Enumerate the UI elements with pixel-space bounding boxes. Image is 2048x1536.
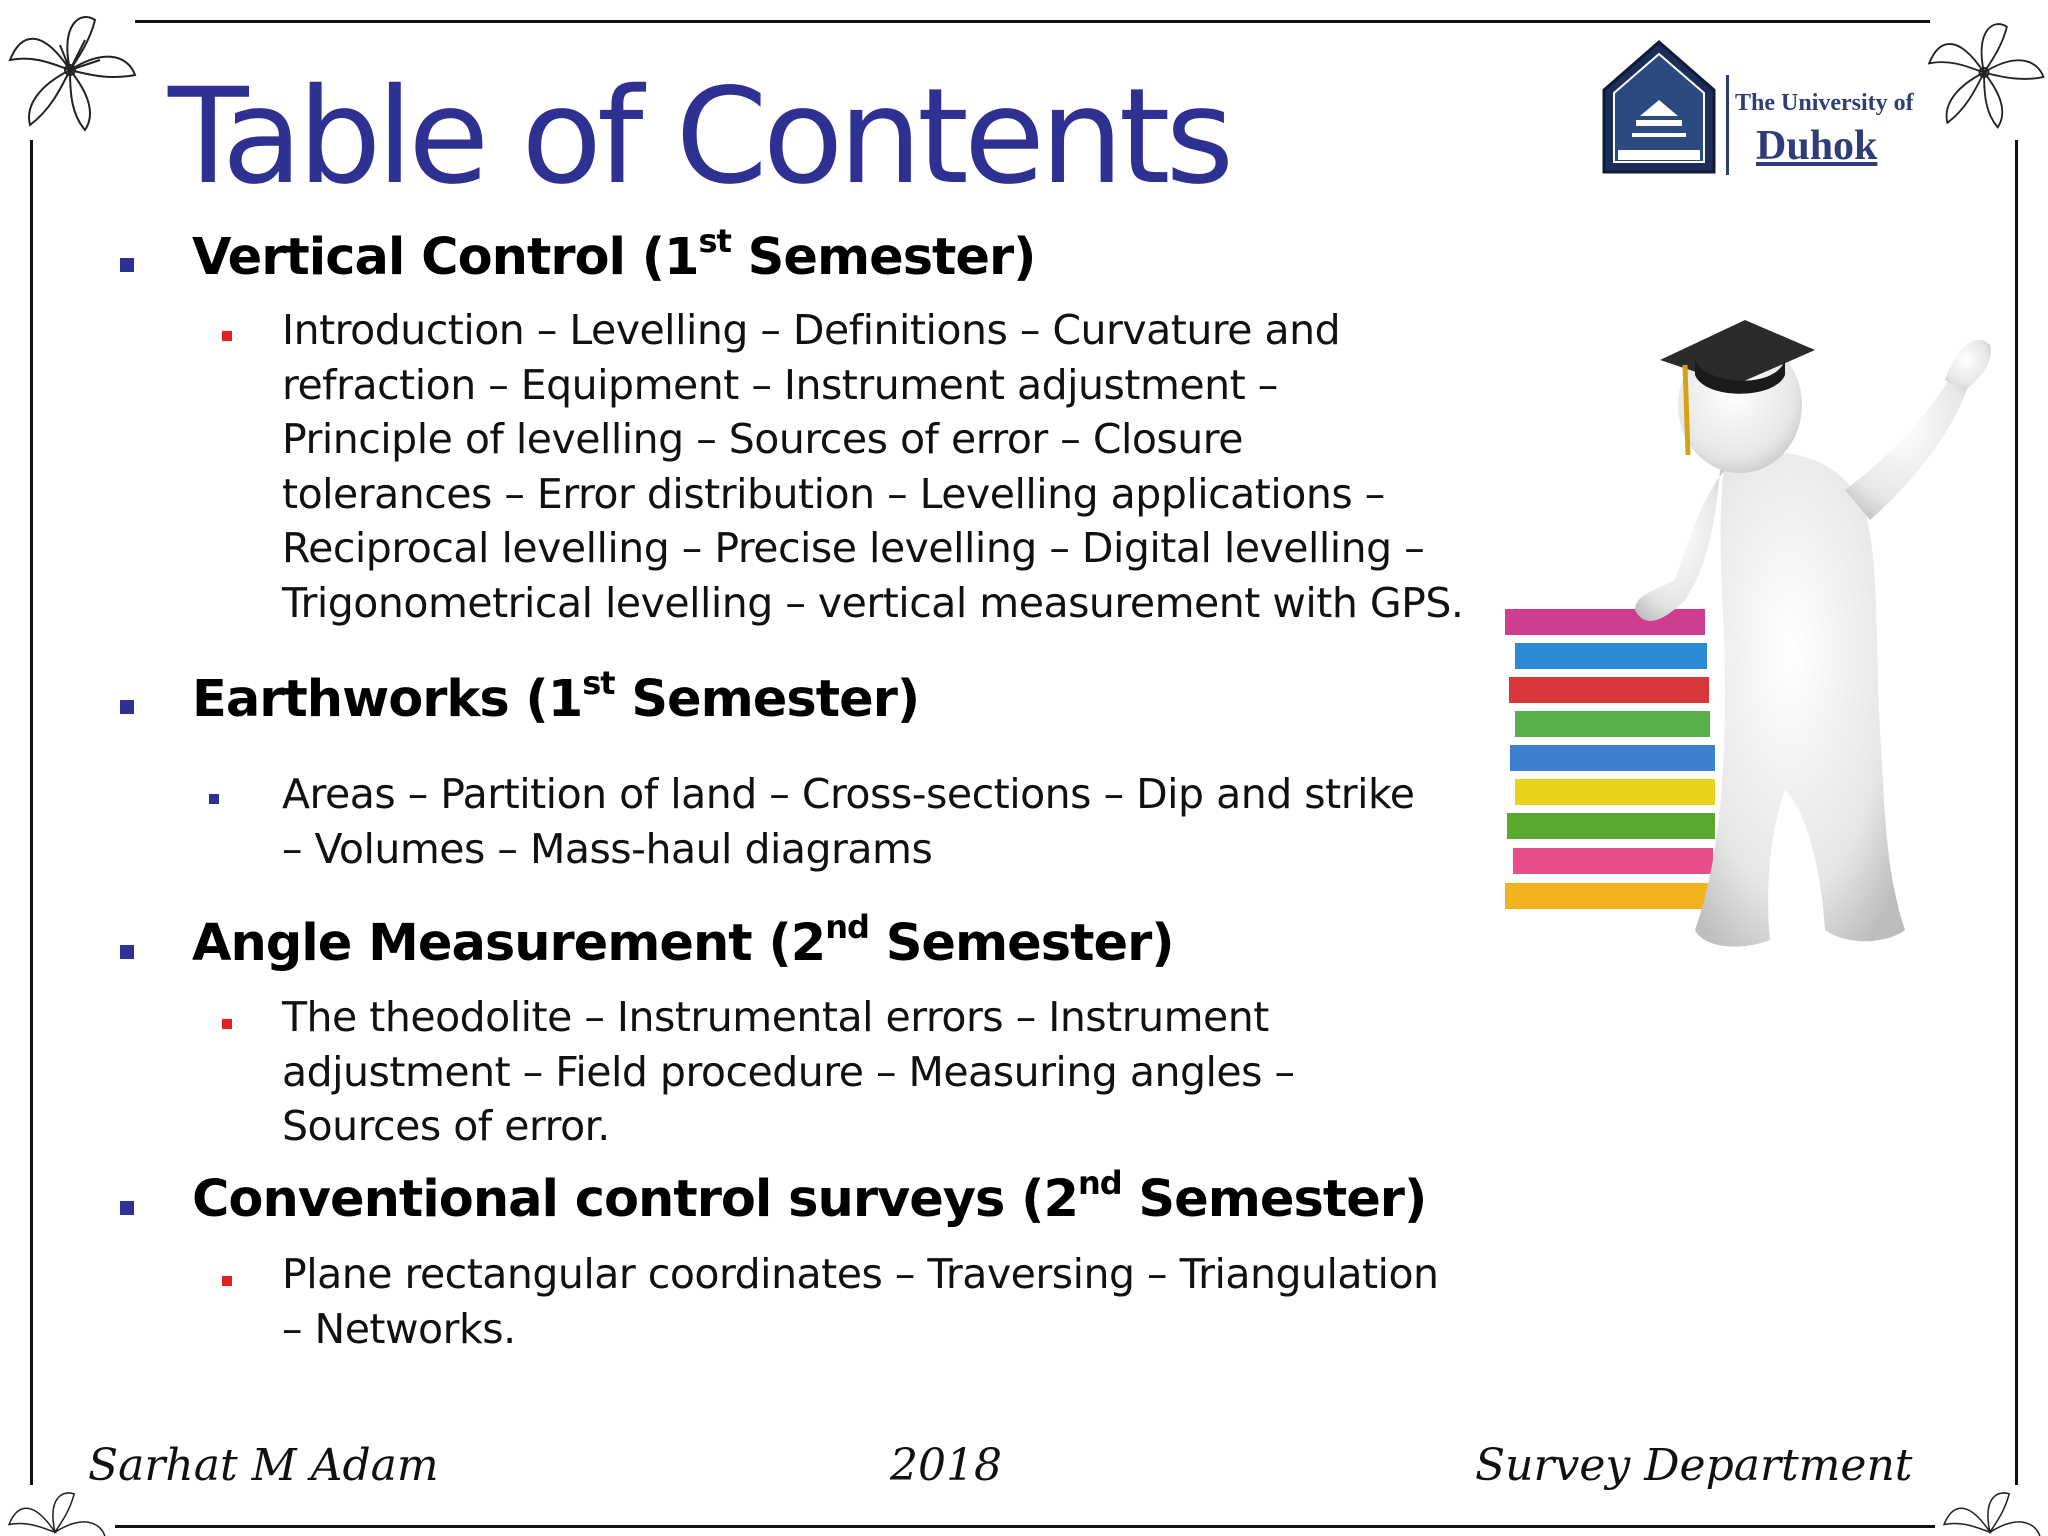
section-heading-angle-measurement: Angle Measurement (2nd Semester)	[192, 908, 1174, 973]
section-body-conventional-control: Plane rectangular coordinates – Traversing – Triangulation – Networks.	[282, 1250, 1439, 1353]
section-body-angle-measurement: The theodolite – Instrumental errors – Instrument adjustment – Field procedure – Measuring angles – Sources of error.	[282, 993, 1295, 1150]
section-heading-vertical-control: Vertical Control (1st Semester)	[192, 222, 1036, 287]
university-emblem-icon	[1600, 38, 1718, 176]
section-heading-earthworks: Earthworks (1st Semester)	[192, 664, 920, 729]
lily-flower-icon	[0, 1490, 110, 1536]
footer-year: 2018	[890, 1440, 1002, 1491]
frame-right-line	[2015, 140, 2018, 1485]
lily-flower-icon	[0, 5, 140, 135]
frame-top-line	[135, 20, 1930, 23]
section-bullet	[120, 700, 134, 714]
section-bullet	[120, 945, 134, 959]
frame-bottom-line	[115, 1525, 1935, 1528]
sub-bullet	[222, 331, 232, 341]
section-heading-conventional-control: Conventional control surveys (2nd Semester)	[192, 1164, 1427, 1229]
lily-flower-icon	[1920, 10, 2048, 135]
sub-bullet	[222, 1019, 232, 1029]
page-title: Table of Contents	[168, 60, 1230, 214]
graduate-figure-illustration	[1485, 210, 2005, 1010]
logo-university-text: The University of	[1735, 90, 1914, 116]
footer-department: Survey Department	[1475, 1440, 1913, 1491]
frame-left-line	[30, 140, 33, 1485]
sub-bullet	[222, 1276, 232, 1286]
section-body-vertical-control: Introduction – Levelling – Definitions – Curvature and refraction – Equipment – Instrument adjustment – Principle of levelling – Sources of error – Closure tolerances – Error distribution – Levelling applications – Reciprocal levelling – Precise levelling – Digital levelling – Trigonometrical levelling – vertical measurement with GPS.	[282, 306, 1464, 627]
lily-flower-icon	[1935, 1490, 2045, 1536]
footer-author: Sarhat M Adam	[88, 1440, 439, 1491]
logo-separator	[1726, 75, 1729, 175]
section-bullet	[120, 1201, 134, 1215]
sub-bullet	[209, 794, 219, 804]
section-body-earthworks: Areas – Partition of land – Cross-sections – Dip and strike – Volumes – Mass-haul diagrams	[282, 770, 1415, 873]
section-bullet	[120, 258, 134, 272]
logo-duhok-text: Duhok	[1756, 123, 1878, 169]
